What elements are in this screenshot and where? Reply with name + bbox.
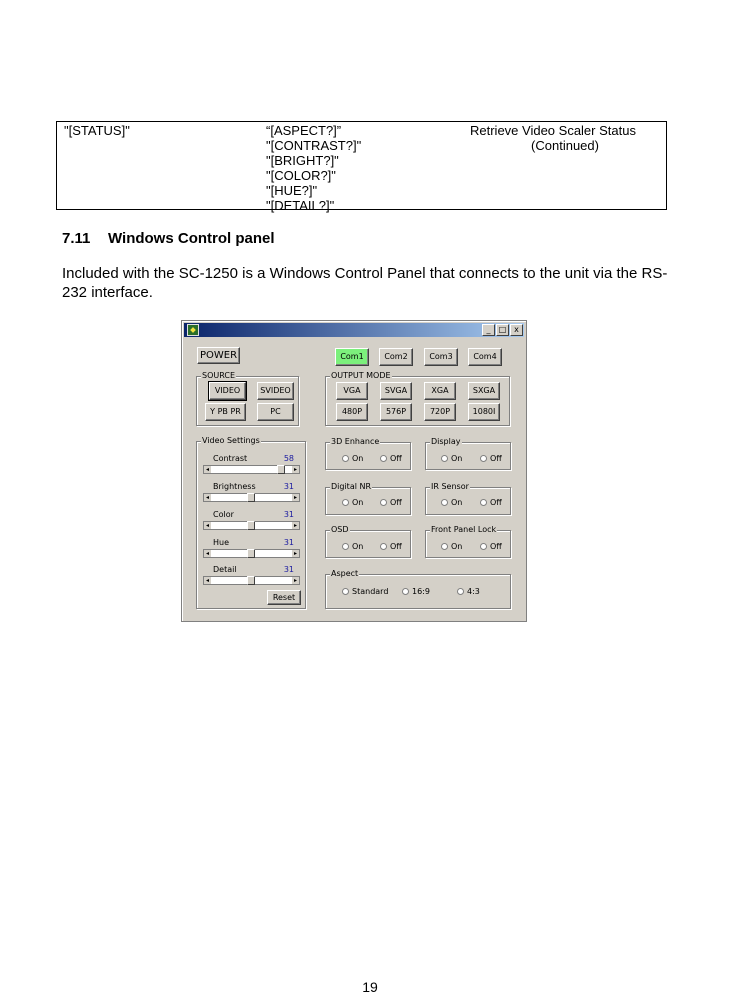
slider-right-arrow-icon[interactable]: ▸ [293,522,297,529]
radio-icon [480,455,487,462]
query-aspect: “[ASPECT?]” [266,123,342,138]
radio-icon [457,588,464,595]
source-pc-button[interactable]: PC [257,403,294,421]
brightness-label: Brightness [213,482,256,491]
hue-label: Hue [213,538,230,547]
output-480p-button[interactable]: 480P [336,403,368,421]
power-button[interactable]: POWER [197,347,240,364]
digital-nr-on-radio[interactable] [342,498,363,507]
radio-label: 4:3 [467,587,480,596]
slider-left-arrow-icon[interactable]: ◂ [205,522,209,529]
table-command-cell: "[STATUS]" [64,123,130,138]
detail-slider-thumb[interactable] [247,576,255,585]
video-settings-label: Video Settings [202,436,260,445]
section-title: Windows Control panel [108,230,275,247]
app-icon [187,324,199,336]
radio-icon [380,543,387,550]
radio-icon [380,499,387,506]
source-svideo-button[interactable]: SVIDEO [257,382,294,400]
slider-right-arrow-icon[interactable]: ▸ [293,577,297,584]
enhance-3d-off-radio[interactable] [380,454,402,463]
contrast-slider-thumb[interactable] [277,465,285,474]
radio-label: On [451,454,463,463]
color-slider[interactable] [203,521,300,530]
control-panel-window [181,320,527,622]
section-number: 7.11 [62,230,91,247]
display-label: Display [431,437,461,446]
output-sxga-button[interactable]: SXGA [468,382,500,400]
radio-icon [402,588,409,595]
table-description: Retrieve Video Scaler Status [470,123,636,138]
radio-label: Off [390,542,402,551]
display-on-radio[interactable] [441,454,462,463]
radio-icon [342,455,349,462]
color-label: Color [213,510,234,519]
page-number: 19 [362,979,378,995]
close-button[interactable]: x [510,324,523,336]
section-heading [62,230,275,247]
table-description-cell [470,123,660,153]
ir-sensor-label: IR Sensor [431,482,469,491]
radio-label: On [451,498,463,507]
radio-icon [342,543,349,550]
com3-button[interactable]: Com3 [424,348,458,366]
slider-left-arrow-icon[interactable]: ◂ [205,550,209,557]
radio-label: Standard [352,587,389,596]
radio-icon [480,499,487,506]
aspect-4-3-radio[interactable] [457,587,480,596]
query-bright: "[BRIGHT?]" [266,153,339,168]
slider-right-arrow-icon[interactable]: ▸ [293,550,297,557]
radio-label: Off [390,498,402,507]
table-continued: (Continued) [531,138,599,153]
slider-right-arrow-icon[interactable]: ▸ [293,494,297,501]
radio-label: On [352,542,364,551]
front-panel-lock-label: Front Panel Lock [431,525,497,534]
color-slider-thumb[interactable] [247,521,255,530]
slider-right-arrow-icon[interactable]: ▸ [293,466,297,473]
digital-nr-off-radio[interactable] [380,498,402,507]
minimize-button[interactable]: _ [482,324,495,336]
detail-value: 31 [283,565,294,574]
osd-label: OSD [331,525,349,534]
output-576p-button[interactable]: 576P [380,403,412,421]
enhance-3d-label: 3D Enhance [331,437,380,446]
brightness-slider[interactable] [203,493,300,502]
com1-button[interactable]: Com1 [335,348,369,366]
radio-label: On [352,498,364,507]
radio-label: Off [490,454,502,463]
aspect-16-9-radio[interactable] [402,587,430,596]
query-hue: "[HUE?]" [266,183,318,198]
front-panel-lock-on-radio[interactable] [441,542,462,551]
query-detail: "[DETAIL?]" [266,198,335,213]
radio-label: Off [390,454,402,463]
color-value: 31 [283,510,294,519]
brightness-slider-thumb[interactable] [247,493,255,502]
front-panel-lock-off-radio[interactable] [480,542,502,551]
radio-icon [441,499,448,506]
section-paragraph: Included with the SC-1250 is a Windows Control Panel that connects to the unit via the RS-232 interface. [62,265,668,301]
output-vga-button[interactable]: VGA [336,382,368,400]
query-contrast: "[CONTRAST?]" [266,138,362,153]
digital-nr-label: Digital NR [331,482,372,491]
ir-sensor-off-radio[interactable] [480,498,502,507]
detail-slider[interactable] [203,576,300,585]
radio-label: On [352,454,364,463]
osd-on-radio[interactable] [342,542,363,551]
com2-button[interactable]: Com2 [379,348,413,366]
source-group-label: SOURCE [202,371,236,380]
radio-icon [441,543,448,550]
radio-icon [441,455,448,462]
output-720p-button[interactable]: 720P [424,403,456,421]
output-svga-button[interactable]: SVGA [380,382,412,400]
contrast-label: Contrast [213,454,248,463]
hue-slider[interactable] [203,549,300,558]
detail-label: Detail [213,565,237,574]
aspect-standard-radio[interactable] [342,587,388,596]
contrast-slider[interactable] [203,465,300,474]
slider-left-arrow-icon[interactable]: ◂ [205,466,209,473]
output-mode-group-label: OUTPUT MODE [331,371,391,380]
aspect-label: Aspect [331,569,359,578]
radio-label: Off [490,498,502,507]
display-off-radio[interactable] [480,454,502,463]
ir-sensor-on-radio[interactable] [441,498,462,507]
contrast-value: 58 [283,454,294,463]
radio-label: Off [490,542,502,551]
output-xga-button[interactable]: XGA [424,382,456,400]
radio-label: 16:9 [412,587,430,596]
slider-left-arrow-icon[interactable]: ◂ [205,577,209,584]
radio-icon [342,499,349,506]
osd-off-radio[interactable] [380,542,402,551]
radio-icon [342,588,349,595]
output-1080i-button[interactable]: 1080I [468,403,500,421]
com4-button[interactable]: Com4 [468,348,502,366]
slider-left-arrow-icon[interactable]: ◂ [205,494,209,501]
radio-label: On [451,542,463,551]
window-titlebar [184,323,524,337]
radio-icon [380,455,387,462]
table-queries-cell [266,123,361,213]
radio-icon [480,543,487,550]
brightness-value: 31 [283,482,294,491]
source-ypbpr-button[interactable]: Y PB PR [205,403,246,421]
hue-slider-thumb[interactable] [247,549,255,558]
hue-value: 31 [283,538,294,547]
query-color: "[COLOR?]" [266,168,336,183]
source-video-button[interactable]: VIDEO [209,382,246,400]
maximize-button[interactable]: □ [496,324,509,336]
enhance-3d-on-radio[interactable] [342,454,363,463]
reset-button[interactable]: Reset [267,590,301,605]
command-table [56,121,667,213]
